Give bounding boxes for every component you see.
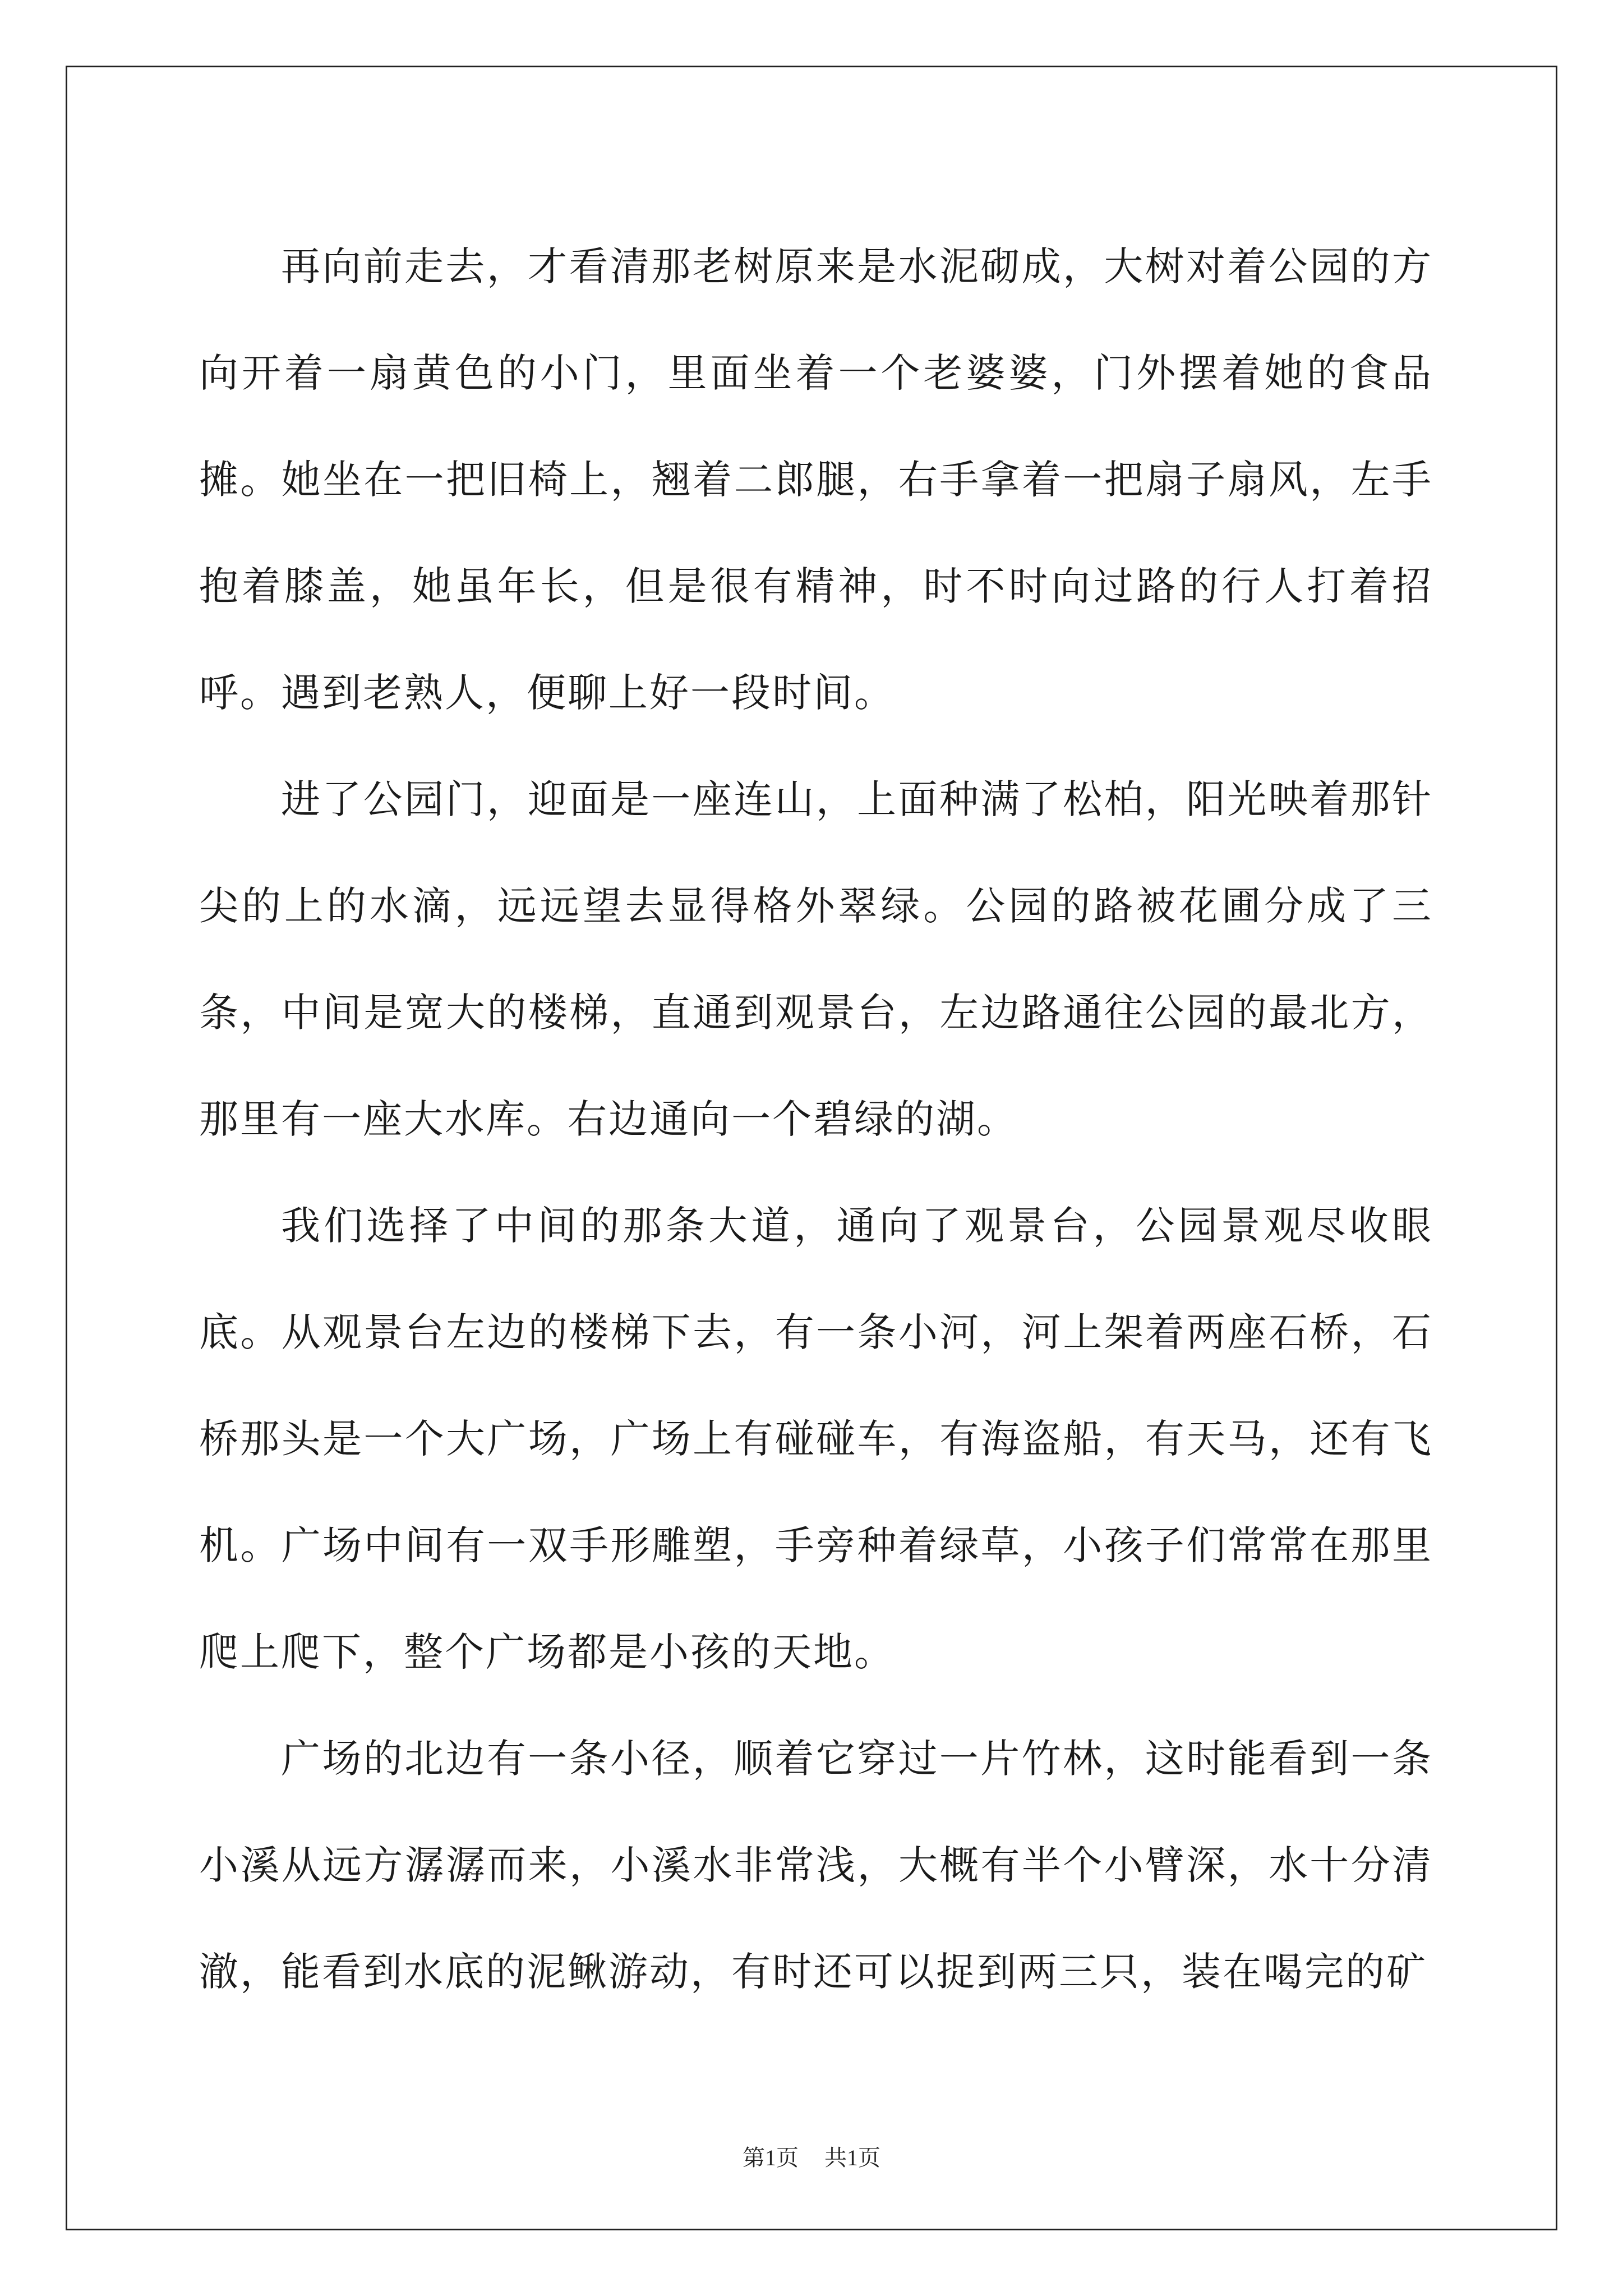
page-total: 共1页 (824, 2145, 880, 2170)
document-body (199, 213, 1433, 2025)
paragraph-4: 广场的北边有一条小径，顺着它穿过一片竹林，这时能看到一条小溪从远方潺潺而来，小溪水非常浅，大概有半个小臂深，水十分清澈，能看到水底的泥鳅游动，有时还可以捉到两三只，装在喝完的矿 (199, 1736, 1433, 1995)
paragraph-3: 我们选择了中间的那条大道，通向了观景台，公园景观尽收眼底。从观景台左边的楼梯下去，有一条小河，河上架着两座石桥，石桥那头是一个大广场，广场上有碰碰车，有海盗船，有天马，还有飞机。广场中间有一双手形雕塑，手旁种着绿草，小孩子们常常在那里爬上爬下，整个广场都是小孩的天地。 (199, 1203, 1433, 1675)
page-number: 第1页 (743, 2145, 799, 2170)
paragraph-1: 再向前走去，才看清那老树原来是水泥砌成，大树对着公园的方向开着一扇黄色的小门，里面坐着一个老婆婆，门外摆着她的食品摊。她坐在一把旧椅上，翘着二郎腿，右手拿着一把扇子扇风，左手抱着膝盖，她虽年长，但是很有精神，时不时向过路的行人打着招呼。遇到老熟人，便聊上好一段时间。 (199, 243, 1433, 716)
page-footer (0, 2140, 1623, 2172)
paragraph-2: 进了公园门，迎面是一座连山，上面种满了松柏，阳光映着那针尖的上的水滴，远远望去显得格外翠绿。公园的路被花圃分成了三条，中间是宽大的楼梯，直通到观景台，左边路通往公园的最北方，那里有一座大水库。右边通向一个碧绿的湖。 (199, 776, 1433, 1142)
